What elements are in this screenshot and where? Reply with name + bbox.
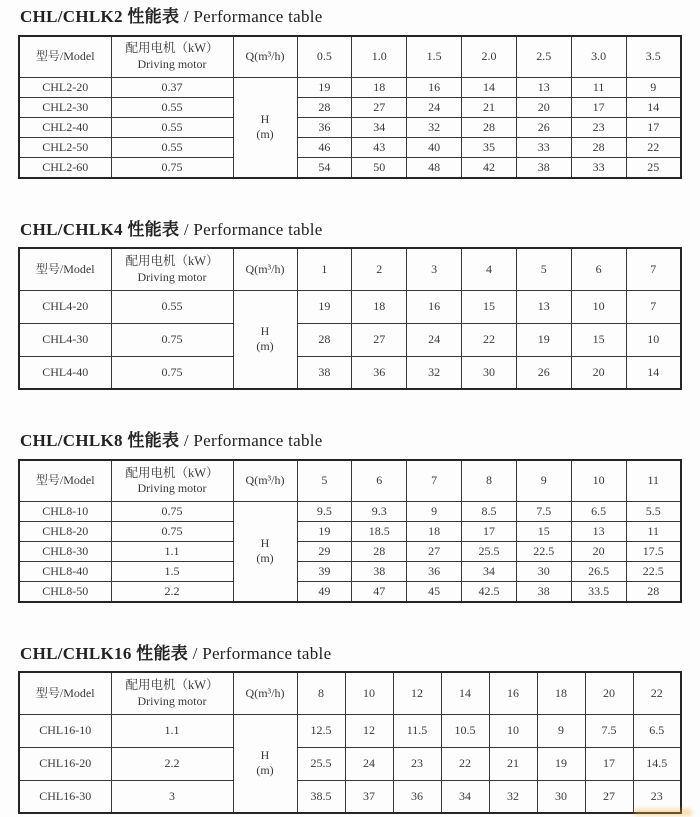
head-value-cell: 40 [407, 138, 462, 158]
section-title-sub: / Performance table [179, 431, 323, 451]
head-value-cell: 11.5 [393, 714, 441, 747]
motor-power-cell: 1.1 [111, 542, 233, 562]
model-cell: CHL2-60 [19, 158, 111, 178]
model-cell: CHL2-20 [19, 78, 111, 98]
head-value-cell: 28 [352, 542, 407, 562]
q-value-header: 7 [407, 460, 462, 502]
head-value-cell: 10 [489, 714, 537, 747]
head-value-cell: 34 [441, 780, 489, 813]
q-value-header: 0.5 [297, 36, 352, 78]
table-row [19, 562, 681, 582]
perf-section [18, 644, 682, 815]
head-value-cell: 19 [297, 522, 352, 542]
head-value-cell: 18 [352, 78, 407, 98]
head-value-cell: 28 [462, 118, 517, 138]
head-value-cell: 23 [571, 118, 626, 138]
head-value-cell: 5.5 [626, 502, 681, 522]
motor-power-cell: 3 [111, 780, 233, 813]
table-body [19, 502, 681, 602]
head-value-cell: 7.5 [516, 502, 571, 522]
col-header-model: 型号/Model [19, 36, 111, 78]
head-unit-label: (m) [256, 763, 274, 778]
q-value-header: 1.0 [352, 36, 407, 78]
head-value-cell: 38 [516, 158, 571, 178]
head-value-cell: 19 [297, 290, 352, 323]
table-row [19, 582, 681, 602]
q-value-header: 3 [407, 248, 462, 290]
table-row [19, 747, 681, 780]
head-value-cell: 33.5 [571, 582, 626, 602]
table-body [19, 290, 681, 389]
col-header-motor-en: Driving motor [137, 269, 207, 284]
col-header-q: Q(m³/h) [233, 248, 297, 290]
head-value-cell: 38 [516, 582, 571, 602]
head-value-cell: 17.5 [626, 542, 681, 562]
table-body [19, 714, 681, 813]
head-value-cell: 54 [297, 158, 352, 178]
model-cell: CHL2-40 [19, 118, 111, 138]
motor-power-cell: 0.55 [111, 138, 233, 158]
col-header-motor-en: Driving motor [137, 693, 207, 708]
head-value-cell: 42 [462, 158, 517, 178]
head-value-cell: 9.3 [352, 502, 407, 522]
head-value-cell: 36 [297, 118, 352, 138]
head-value-cell: 26 [516, 118, 571, 138]
head-value-cell: 17 [585, 747, 633, 780]
motor-power-cell: 0.75 [111, 158, 233, 178]
q-value-header: 12 [393, 672, 441, 714]
head-value-cell: 18.5 [352, 522, 407, 542]
head-value-cell: 24 [407, 98, 462, 118]
head-value-cell: 9.5 [297, 502, 352, 522]
head-value-cell: 23 [633, 780, 681, 813]
q-value-header: 5 [516, 248, 571, 290]
col-header-motor [111, 36, 233, 78]
head-value-cell: 13 [516, 78, 571, 98]
q-value-header: 6 [571, 248, 626, 290]
head-value-cell: 21 [462, 98, 517, 118]
head-value-cell: 9 [537, 714, 585, 747]
head-value-cell: 24 [407, 323, 462, 356]
table-row [19, 714, 681, 747]
head-unit-cell [233, 502, 297, 602]
head-value-cell: 10 [571, 290, 626, 323]
head-value-cell: 15 [516, 522, 571, 542]
head-value-cell: 38 [297, 356, 352, 389]
head-value-cell: 23 [393, 747, 441, 780]
head-value-cell: 19 [297, 78, 352, 98]
model-cell: CHL8-40 [19, 562, 111, 582]
head-value-cell: 25.5 [297, 747, 345, 780]
motor-power-cell: 2.2 [111, 582, 233, 602]
head-value-cell: 39 [297, 562, 352, 582]
head-value-cell: 20 [571, 542, 626, 562]
head-value-cell: 28 [571, 138, 626, 158]
section-title [20, 7, 682, 27]
head-value-cell: 48 [407, 158, 462, 178]
col-header-motor [111, 248, 233, 290]
performance-table [18, 35, 682, 179]
perf-section [18, 431, 682, 603]
q-value-header: 9 [516, 460, 571, 502]
head-value-cell: 27 [352, 98, 407, 118]
head-value-cell: 18 [407, 522, 462, 542]
section-title-main: CHL/CHLK4 性能表 [20, 219, 180, 239]
head-value-cell: 25 [626, 158, 681, 178]
head-value-cell: 22 [626, 138, 681, 158]
head-value-cell: 27 [352, 323, 407, 356]
head-value-cell: 30 [462, 356, 517, 389]
head-value-cell: 30 [537, 780, 585, 813]
head-value-cell: 46 [297, 138, 352, 158]
motor-power-cell: 0.37 [111, 78, 233, 98]
table-row [19, 522, 681, 542]
head-value-cell: 28 [297, 323, 352, 356]
table-row [19, 138, 681, 158]
head-value-cell: 12.5 [297, 714, 345, 747]
head-value-cell: 43 [352, 138, 407, 158]
performance-table [18, 459, 682, 603]
performance-table [18, 671, 682, 814]
head-value-cell: 36 [407, 562, 462, 582]
head-value-cell: 14 [462, 78, 517, 98]
head-value-cell: 16 [407, 78, 462, 98]
motor-power-cell: 1.1 [111, 714, 233, 747]
table-row [19, 158, 681, 178]
head-value-cell: 29 [297, 542, 352, 562]
head-value-cell: 14 [626, 98, 681, 118]
col-header-motor-en: Driving motor [137, 57, 207, 72]
section-title-sub: / Performance table [179, 7, 323, 26]
head-value-cell: 28 [626, 582, 681, 602]
head-label: H [260, 324, 270, 339]
head-value-cell: 26.5 [571, 562, 626, 582]
section-title-main: CHL/CHLK8 性能表 [20, 431, 180, 451]
model-cell: CHL4-40 [19, 356, 111, 389]
head-value-cell: 9 [407, 502, 462, 522]
table-body [19, 78, 681, 178]
head-unit-cell [233, 290, 297, 389]
table-row [19, 502, 681, 522]
head-label: H [260, 112, 270, 127]
head-value-cell: 17 [462, 522, 517, 542]
head-value-cell: 38 [352, 562, 407, 582]
col-header-motor [111, 460, 233, 502]
col-header-motor-zh: 配用电机（kW） [125, 678, 219, 693]
head-unit-cell [233, 78, 297, 178]
q-value-header: 2 [352, 248, 407, 290]
q-value-header: 2.5 [516, 36, 571, 78]
head-value-cell: 49 [297, 582, 352, 602]
model-cell: CHL2-50 [19, 138, 111, 158]
head-value-cell: 35 [462, 138, 517, 158]
q-value-header: 6 [352, 460, 407, 502]
head-value-cell: 19 [516, 323, 571, 356]
col-header-motor-zh: 配用电机（kW） [125, 254, 219, 269]
head-value-cell: 6.5 [633, 714, 681, 747]
head-value-cell: 34 [352, 118, 407, 138]
section-title-main: CHL/CHLK2 性能表 [20, 7, 180, 26]
head-value-cell: 32 [407, 356, 462, 389]
model-cell: CHL4-20 [19, 290, 111, 323]
q-value-header: 8 [297, 672, 345, 714]
head-value-cell: 7.5 [585, 714, 633, 747]
header-row [19, 672, 681, 714]
perf-section [18, 220, 682, 391]
head-label: H [260, 748, 270, 763]
q-value-header: 7 [626, 248, 681, 290]
head-value-cell: 28 [297, 98, 352, 118]
head-value-cell: 38.5 [297, 780, 345, 813]
head-value-cell: 7 [626, 290, 681, 323]
col-header-q: Q(m³/h) [233, 460, 297, 502]
head-value-cell: 12 [345, 714, 393, 747]
head-value-cell: 27 [585, 780, 633, 813]
header-row [19, 460, 681, 502]
perf-section [18, 7, 682, 179]
head-value-cell: 22.5 [516, 542, 571, 562]
head-value-cell: 15 [571, 323, 626, 356]
head-value-cell: 6.5 [571, 502, 626, 522]
model-cell: CHL8-10 [19, 502, 111, 522]
head-value-cell: 22 [441, 747, 489, 780]
section-title-sub: / Performance table [188, 643, 332, 663]
col-header-model: 型号/Model [19, 672, 111, 714]
head-value-cell: 15 [462, 290, 517, 323]
table-row [19, 118, 681, 138]
col-header-motor [111, 672, 233, 714]
section-title-sub: / Performance table [179, 219, 323, 239]
motor-power-cell: 0.55 [111, 290, 233, 323]
q-value-header: 18 [537, 672, 585, 714]
head-value-cell: 8.5 [462, 502, 517, 522]
head-value-cell: 10 [626, 323, 681, 356]
head-value-cell: 17 [571, 98, 626, 118]
head-value-cell: 18 [352, 290, 407, 323]
head-value-cell: 13 [516, 290, 571, 323]
table-row [19, 323, 681, 356]
header-row [19, 248, 681, 290]
head-value-cell: 20 [516, 98, 571, 118]
motor-power-cell: 2.2 [111, 747, 233, 780]
head-value-cell: 37 [345, 780, 393, 813]
head-value-cell: 14.5 [633, 747, 681, 780]
col-header-motor-en: Driving motor [137, 481, 207, 496]
model-cell: CHL8-30 [19, 542, 111, 562]
q-value-header: 5 [297, 460, 352, 502]
q-value-header: 22 [633, 672, 681, 714]
head-value-cell: 16 [407, 290, 462, 323]
head-value-cell: 17 [626, 118, 681, 138]
head-value-cell: 36 [393, 780, 441, 813]
table-row [19, 98, 681, 118]
head-unit-label: (m) [256, 339, 274, 354]
performance-table [18, 247, 682, 390]
head-unit-cell [233, 714, 297, 813]
head-value-cell: 26 [516, 356, 571, 389]
head-value-cell: 22 [462, 323, 517, 356]
head-label: H [260, 536, 270, 551]
head-value-cell: 20 [571, 356, 626, 389]
head-value-cell: 36 [352, 356, 407, 389]
head-value-cell: 9 [626, 78, 681, 98]
q-value-header: 2.0 [462, 36, 517, 78]
watermark-smudge [634, 809, 692, 816]
col-header-motor-zh: 配用电机（kW） [125, 41, 219, 56]
head-value-cell: 21 [489, 747, 537, 780]
table-row [19, 356, 681, 389]
head-value-cell: 10.5 [441, 714, 489, 747]
q-value-header: 14 [441, 672, 489, 714]
head-value-cell: 27 [407, 542, 462, 562]
model-cell: CHL16-20 [19, 747, 111, 780]
motor-power-cell: 0.75 [111, 502, 233, 522]
q-value-header: 11 [626, 460, 681, 502]
q-value-header: 1 [297, 248, 352, 290]
section-title [20, 220, 682, 240]
head-value-cell: 33 [571, 158, 626, 178]
section-title [20, 644, 682, 664]
head-value-cell: 45 [407, 582, 462, 602]
table-row [19, 78, 681, 98]
motor-power-cell: 0.75 [111, 522, 233, 542]
col-header-q: Q(m³/h) [233, 36, 297, 78]
q-value-header: 20 [585, 672, 633, 714]
model-cell: CHL8-50 [19, 582, 111, 602]
motor-power-cell: 0.55 [111, 118, 233, 138]
q-value-header: 1.5 [407, 36, 462, 78]
col-header-q: Q(m³/h) [233, 672, 297, 714]
q-value-header: 8 [462, 460, 517, 502]
head-unit-label: (m) [256, 127, 274, 142]
model-cell: CHL2-30 [19, 98, 111, 118]
section-title-main: CHL/CHLK16 性能表 [20, 643, 189, 663]
table-row [19, 780, 681, 813]
head-value-cell: 33 [516, 138, 571, 158]
col-header-model: 型号/Model [19, 460, 111, 502]
head-value-cell: 30 [516, 562, 571, 582]
motor-power-cell: 0.55 [111, 98, 233, 118]
q-value-header: 3.0 [571, 36, 626, 78]
head-value-cell: 32 [489, 780, 537, 813]
head-value-cell: 50 [352, 158, 407, 178]
head-value-cell: 19 [537, 747, 585, 780]
head-value-cell: 13 [571, 522, 626, 542]
head-value-cell: 11 [571, 78, 626, 98]
section-title [20, 431, 682, 451]
head-unit-label: (m) [256, 551, 274, 566]
q-value-header: 10 [571, 460, 626, 502]
head-value-cell: 25.5 [462, 542, 517, 562]
motor-power-cell: 0.75 [111, 356, 233, 389]
head-value-cell: 24 [345, 747, 393, 780]
q-value-header: 10 [345, 672, 393, 714]
col-header-motor-zh: 配用电机（kW） [125, 465, 219, 480]
table-row [19, 290, 681, 323]
table-row [19, 542, 681, 562]
head-value-cell: 14 [626, 356, 681, 389]
q-value-header: 3.5 [626, 36, 681, 78]
head-value-cell: 22.5 [626, 562, 681, 582]
motor-power-cell: 0.75 [111, 323, 233, 356]
q-value-header: 4 [462, 248, 517, 290]
model-cell: CHL8-20 [19, 522, 111, 542]
head-value-cell: 11 [626, 522, 681, 542]
head-value-cell: 47 [352, 582, 407, 602]
col-header-model: 型号/Model [19, 248, 111, 290]
model-cell: CHL16-10 [19, 714, 111, 747]
model-cell: CHL16-30 [19, 780, 111, 813]
motor-power-cell: 1.5 [111, 562, 233, 582]
header-row [19, 36, 681, 78]
head-value-cell: 34 [462, 562, 517, 582]
head-value-cell: 42.5 [462, 582, 517, 602]
q-value-header: 16 [489, 672, 537, 714]
head-value-cell: 32 [407, 118, 462, 138]
model-cell: CHL4-30 [19, 323, 111, 356]
